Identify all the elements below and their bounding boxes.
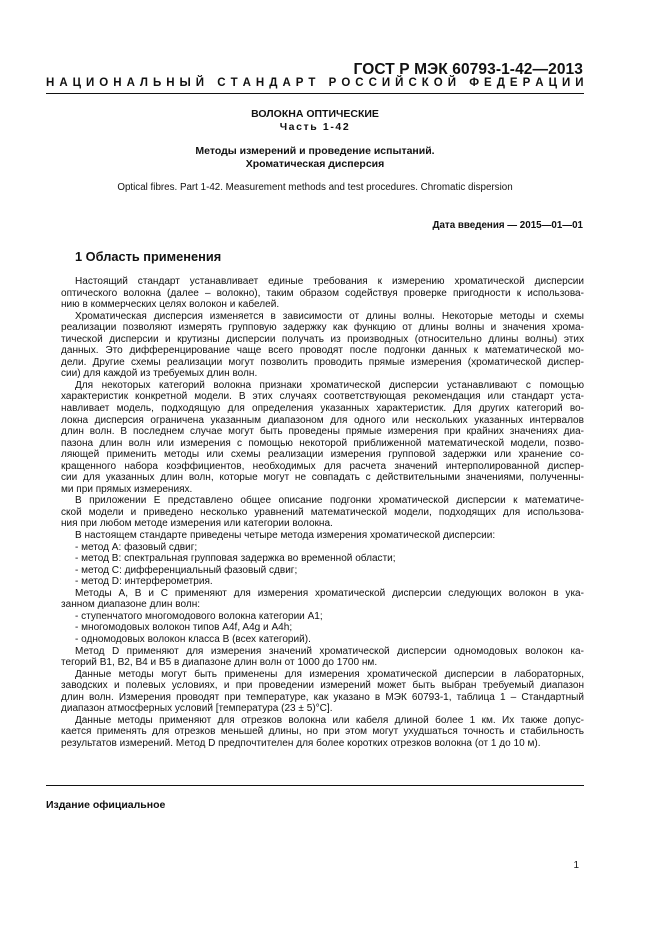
- body-line: длин волн. Измерения проводят при температуре, как указано в МЭК 60793-1, таблица 1 – Стандартный: [61, 691, 584, 703]
- body-line: - ступенчатого многомодового волокна категории A1;: [75, 610, 323, 622]
- body-line: диапазон атмосферных условий [температура (23 ± 5)°С].: [61, 703, 333, 715]
- banner-letter: Р: [295, 77, 304, 89]
- body-line: - метод A: фазовый сдвиг;: [75, 541, 198, 553]
- body-line: - метод D: интерферометрия.: [75, 576, 213, 588]
- banner-letter: Р: [328, 77, 337, 89]
- body-line: В приложении Е представлено общее описание подгонки хроматической дисперсии к математиче-: [75, 495, 584, 507]
- banner-letter: Т: [230, 77, 238, 89]
- title-part: Часть 1-42: [279, 121, 351, 133]
- body-line: тической дисперсии и крутизны дисперсии получать из производных (относительно длины волны) этих: [61, 333, 584, 345]
- body-line: Данные методы могут быть применены для измерения хроматической дисперсии в лабораторных,: [75, 668, 584, 680]
- body-line: кращенного набора коэффициентов, необходимых для расчета значений интерполированной диспер-: [61, 460, 584, 472]
- banner-letter: С: [368, 77, 377, 89]
- body-line: локна дисперсия ограничена указанным диапазоном для одного или нескольких указанных интервалов: [61, 414, 584, 426]
- banner-letter: Н: [113, 77, 122, 89]
- banner-letter: Ц: [548, 77, 557, 89]
- banner-letter: Е: [509, 77, 518, 89]
- banner-letter: С: [355, 77, 364, 89]
- edition-label: Издание официальное: [46, 799, 166, 811]
- banner-letter: Ы: [179, 77, 191, 89]
- body-line: В настоящем стандарте приведены четыре метода измерения хроматической дисперсии:: [75, 530, 496, 542]
- body-line: кается применять для отрезков меньшей длины, но при этом могут ухудшаться точность и стабильность: [61, 726, 584, 738]
- banner-letter: Ф: [469, 77, 480, 89]
- body-line: данных. Это дифференцирование чаще всего проводят после подгонки данных к математической мо-: [61, 345, 584, 357]
- banner-letter: С: [408, 77, 417, 89]
- body-line: Настоящий стандарт устанавливает единые требования к измерению хроматической дисперсии: [75, 276, 584, 287]
- body-line: нию в коммерческих целях волокон и кабелей.: [61, 299, 280, 311]
- banner-letter: Л: [139, 77, 148, 89]
- banner-letter: [461, 77, 464, 89]
- body-line: ния при любом методе измерения или категории волокна.: [61, 518, 333, 530]
- body-line: Метод D применяют для измерения значений хроматической дисперсии одномодовых волокон ка-: [75, 645, 584, 657]
- banner-letter: Р: [522, 77, 531, 89]
- body-line: результатов измерений. Метод D предпочтителен для более коротких отрезков волокна (от 1 до 10 м).: [61, 737, 541, 749]
- banner-letter: Т: [308, 77, 316, 89]
- body-line: тегорий B1, B2, B4 и B5 в диапазоне длин волн от 1000 до 1700 нм.: [61, 657, 378, 669]
- body-line: сии) для каждой из требуемых длин волн.: [61, 368, 258, 380]
- title-line-4: Хроматическая дисперсия: [245, 158, 385, 170]
- body-line: Хроматическая дисперсия изменяется в зависимости от длины волны. Некоторые методы и схемы: [75, 310, 584, 322]
- banner-letter: Ц: [72, 77, 82, 89]
- national-standard-banner: [46, 77, 584, 89]
- banner-letter: А: [282, 77, 291, 89]
- body-line: Для некоторых категорий волокна признаки хроматической дисперсии устанавливают с помощью: [75, 379, 584, 391]
- banner-letter: Й: [447, 77, 456, 89]
- banner-letter: А: [59, 77, 68, 89]
- banner-letter: О: [433, 77, 443, 89]
- banner-letter: Й: [195, 77, 205, 89]
- banner-letter: Н: [46, 77, 55, 89]
- banner-letter: О: [341, 77, 351, 89]
- body-line: заводских и полевых условиях, и при проведении измерений может быть выбран требуемый диапазон: [61, 680, 584, 692]
- body-line: сии для указанных длин волн, которые могут не совпадать с действительными значениями, полученны-: [61, 472, 584, 484]
- banner-letter: Й: [395, 77, 404, 89]
- page-number: 1: [573, 860, 579, 871]
- body-line: навливает модель, подходящую для определения указанных характеристик. Для других категорий во-: [61, 403, 584, 415]
- banner-letter: А: [126, 77, 135, 89]
- banner-letter: И: [86, 77, 95, 89]
- banner-letter: Ь: [152, 77, 162, 89]
- body-line: занном диапазоне длин волн:: [61, 599, 201, 611]
- banner-letter: [320, 77, 323, 89]
- body-line: - одномодовых волокон класса B (всех категорий).: [75, 633, 311, 645]
- banner-letter: И: [381, 77, 391, 89]
- banner-letter: [209, 77, 212, 89]
- banner-letter: А: [242, 77, 251, 89]
- document-code: ГОСТ Р МЭК 60793-1-42—2013: [353, 61, 583, 78]
- body-line: Методы A, B и C применяют для измерения хроматической дисперсии следующих волокон в ука-: [75, 587, 584, 599]
- banner-letter: И: [575, 77, 584, 89]
- body-line: длин волн. В последнем случае могут быть проведены прямые измерения при крайних значениях диа-: [61, 426, 584, 438]
- body-line: - многомодовых волокон типов A4f, A4g и A4h;: [75, 622, 293, 634]
- body-line: Данные методы применяют для отрезков волокна или кабеля длиной более 1 км. Их также допус-: [75, 714, 584, 726]
- body-line: пазона длин волн или измерения с помощью некоторой приближенной математической модели, позво-: [61, 437, 584, 449]
- section-heading: 1 Область применения: [75, 249, 222, 264]
- body-line: оптического волокна (далее – волокно), таким образом содействуя проверке пригодности к использова-: [61, 287, 584, 299]
- banner-letter: С: [217, 77, 226, 89]
- body-line: ляющей применить методы или схемы реализации измерения групповой задержки или хранение со-: [61, 449, 584, 461]
- title-line-3: Методы измерений и проведение испытаний.: [195, 145, 435, 157]
- title-line-1: ВОЛОКНА ОПТИЧЕСКИЕ: [251, 108, 379, 120]
- banner-letter: Н: [255, 77, 265, 89]
- body-line: дели. Другие схемы реализации могут позволить проводить прямые измерения (хроматической диспер-: [61, 356, 584, 368]
- footer-rule: [46, 785, 584, 786]
- title-english: Optical fibres. Part 1-42. Measurement methods and test procedures. Chromatic dispersion: [117, 182, 513, 193]
- introduction-date: Дата введения — 2015—01—01: [432, 220, 583, 231]
- body-line: характеристик конкретной модели. В этих случаях соответствующая рекомендация или стандарт уста-: [61, 391, 584, 403]
- body-line: - метод B: спектральная групповая задержка во временной области;: [75, 553, 396, 565]
- body-line: ской модели и приведено несколько уравнений математической модели, подходящих для использова-: [61, 506, 584, 518]
- banner-letter: Н: [166, 77, 175, 89]
- header-rule: [46, 93, 584, 94]
- banner-letter: Д: [496, 77, 505, 89]
- body-text: [61, 276, 584, 749]
- body-line: - метод C: дифференциальный фазовый сдвиг;: [75, 564, 298, 576]
- banner-letter: О: [99, 77, 109, 89]
- banner-letter: Д: [269, 77, 278, 89]
- body-line: ми при прямых измерениях.: [61, 483, 193, 495]
- body-line: реализации позволяют измерять групповую задержку как функцию от длины волны и значения хрома-: [61, 322, 584, 334]
- banner-letter: К: [421, 77, 429, 89]
- banner-letter: А: [535, 77, 544, 89]
- banner-letter: И: [561, 77, 571, 89]
- banner-letter: Е: [484, 77, 492, 89]
